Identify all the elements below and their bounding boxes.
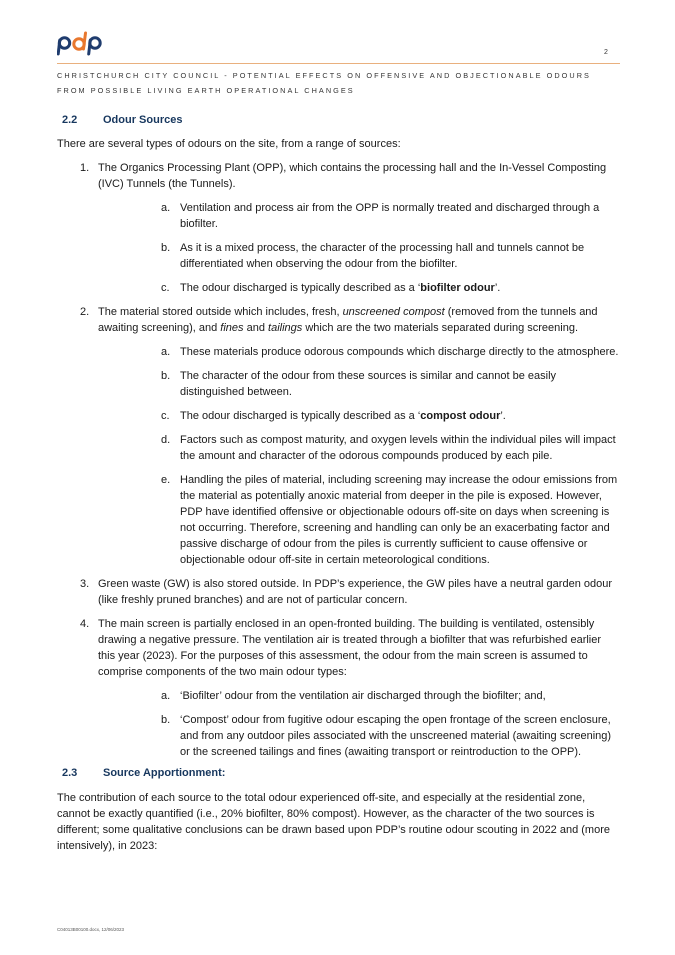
list-marker: b.	[161, 714, 171, 726]
text-run: The odour discharged is typically described as a ‘	[180, 410, 421, 422]
list-item-text: The main screen is partially enclosed in an open-fronted building. The building is ventilated, ostensibly drawing a negative pressure. The ventilation air is treated through a biofilter that was refurbished earlier this year (2023). For the purposes of this assessment, the odour from the main screen is assumed to comprise components of the two main odour types:	[98, 618, 602, 678]
section-heading-2-3	[57, 765, 620, 781]
sublist-item-text: These materials produce odorous compounds which discharge directly to the atmosphere.	[180, 346, 619, 358]
section-number: 2.2	[62, 114, 78, 126]
sublist-item	[98, 368, 620, 400]
italic-term: unscreened compost	[342, 306, 445, 318]
sublist	[98, 344, 620, 568]
list-marker: a.	[161, 690, 171, 702]
list-item	[57, 304, 620, 568]
sublist-item	[98, 240, 620, 272]
section-number: 2.3	[62, 767, 78, 779]
sublist-item-text: Handling the piles of material, including screening may increase the odour emissions from the material as potentially anoxic material from deeper in the pile is exposed. However, PDP have identified offensive or objectionable odours off-site on days when screening is not occurring. Therefore, screening and handling can only be an exacerbating factor and passive discharge of odour from the piles is currently sufficient to cause offensive or objectionable odour off-site in certain meteorological conditions.	[180, 474, 618, 566]
sublist-item-text: The character of the odour from these sources is similar and cannot be easily distinguished between.	[180, 370, 557, 398]
running-header-title: CHRISTCHURCH CITY COUNCIL - POTENTIAL EFFECTS ON OFFENSIVE AND OBJECTIONABLE ODOURS FROM POSSIBLE LIVING EARTH OPERATIONAL CHANGES	[57, 71, 591, 95]
list-item	[57, 576, 620, 608]
bold-term: biofilter odour	[420, 282, 495, 294]
sublist-item	[98, 712, 620, 760]
sublist-item	[98, 408, 620, 424]
sublist-item-text: Ventilation and process air from the OPP is normally treated and discharged through a biofilter.	[180, 202, 600, 230]
text-run: The material stored outside which includes, fresh,	[98, 306, 343, 318]
list-marker: e.	[161, 474, 171, 486]
sublist-item	[98, 280, 620, 296]
pdp-logo	[57, 30, 103, 56]
list-marker: 1.	[80, 162, 90, 174]
list-marker: c.	[161, 282, 170, 294]
odour-sources-list	[57, 160, 620, 760]
list-marker: a.	[161, 202, 171, 214]
list-marker: b.	[161, 370, 171, 382]
sublist-item-text	[180, 410, 506, 422]
sublist-item	[98, 432, 620, 464]
list-item	[57, 160, 620, 296]
section-title: Odour Sources	[103, 114, 183, 126]
bold-term: compost odour	[420, 410, 501, 422]
sublist-item	[98, 472, 620, 568]
section-title: Source Apportionment:	[103, 767, 226, 779]
text-run: (removed from the tunnels and awaiting screening), and	[98, 306, 598, 334]
sublist-item	[98, 344, 620, 360]
list-item-text	[98, 306, 598, 334]
sublist-item	[98, 200, 620, 232]
intro-paragraph: There are several types of odours on the site, from a range of sources:	[57, 138, 401, 150]
footer-doc-ref: C04013B00100.docx, 12/06/2023	[57, 927, 125, 932]
sublist-item-text: ‘Compost’ odour from fugitive odour escaping the open frontage of the screen enclosure, and from any outdoor piles associated with the unscreened material (awaiting screening) or the screened tailings and fines (awaiting transport or reintroduction to the OPP).	[180, 714, 612, 758]
text-run: The odour discharged is typically described as a ‘	[180, 282, 421, 294]
list-marker: b.	[161, 242, 171, 254]
sublist-item-text: Factors such as compost maturity, and oxygen levels within the individual piles will impact the amount and character of the odorous compounds produced by each pile.	[180, 434, 616, 462]
sublist	[98, 200, 620, 296]
text-run: which are the two materials separated during screening.	[302, 322, 579, 334]
sublist-item	[98, 688, 620, 704]
list-marker: d.	[161, 434, 171, 446]
list-item-text: Green waste (GW) is also stored outside. In PDP’s experience, the GW piles have a neutral garden odour (like freshly pruned branches) and are not of particular concern.	[98, 578, 612, 606]
document-body	[57, 112, 620, 854]
text-run: and	[243, 322, 269, 334]
sublist-item-text	[180, 282, 500, 294]
sublist-item-text: ‘Biofilter’ odour from the ventilation air discharged through the biofilter; and,	[180, 690, 546, 702]
text-run: ’.	[494, 282, 501, 294]
list-marker: 4.	[80, 618, 90, 630]
apportionment-paragraph: The contribution of each source to the total odour experienced off-site, and especially at the residential zone, cannot be exactly quantified (i.e., 20% biofilter, 80% compost). However, as the character of the two sources is different; some qualitative conclusions can be drawn based upon PDP’s routine odour scouting in 2022 and (more intensively), in 2023:	[57, 792, 610, 852]
list-item	[57, 616, 620, 760]
section-heading-2-2	[57, 112, 620, 128]
italic-term: tailings	[268, 322, 303, 334]
list-marker: 3.	[80, 578, 90, 590]
page-number: 2	[604, 49, 608, 56]
sublist-item-text: As it is a mixed process, the character of the processing hall and tunnels cannot be differentiated when observing the odour from the biofilter.	[180, 242, 585, 270]
list-marker: c.	[161, 410, 170, 422]
sublist	[98, 688, 620, 760]
header-divider	[57, 63, 620, 64]
list-item-text: The Organics Processing Plant (OPP), which contains the processing hall and the In-Vessel Composting (IVC) Tunnels (the Tunnels).	[98, 162, 607, 190]
text-run: ’.	[500, 410, 506, 422]
italic-term: fines	[220, 322, 244, 334]
list-marker: a.	[161, 346, 171, 358]
list-marker: 2.	[80, 306, 90, 318]
